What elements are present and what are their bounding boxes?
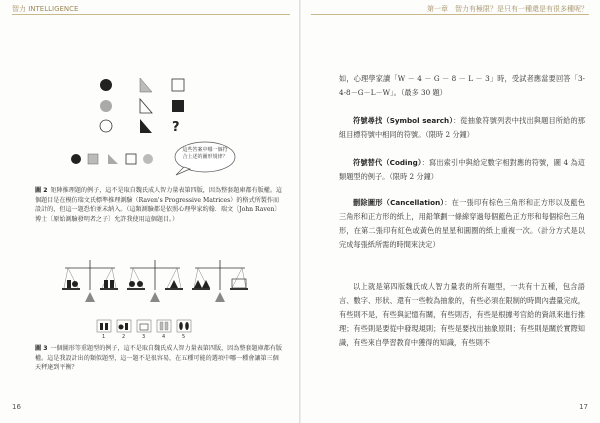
paragraph-text: 如，心理學家讀「W － 4 － G － 8 － L － 3」時，受試者應當要回答「3-4-8－G－L－W」。（最多 30 題）	[339, 74, 585, 97]
scale-3	[192, 260, 248, 302]
body-paragraph-summary	[339, 280, 585, 350]
matrix-cell-triangle-black	[140, 119, 152, 133]
matrix-question-mark: ?	[172, 120, 180, 135]
balance-option-numbers	[95, 334, 195, 342]
option-square-outline	[126, 154, 136, 164]
term-heading: 符號尋找（Symbol search）	[353, 116, 454, 125]
balance-option-2	[117, 320, 131, 332]
body-paragraph-coding	[339, 156, 585, 184]
speech-bubble-text: 這些答案中哪一個符合上述的圖形規律？	[182, 147, 228, 160]
balance-option-5	[177, 320, 191, 332]
balance-option-1	[97, 320, 111, 332]
figure-2-caption	[35, 186, 283, 224]
option-triangle-gray	[108, 154, 118, 164]
paragraph-text: ：在一張印有棕色三角形和正方形以及藍色三角形和正方形的紙上，用鉛筆劃一條線穿過每個藍色正方形和每個棕色三角形，在第二張印有紅色或黃色的星星和圓圈的紙上重複一次。（計分方式是以完成每張紙所需的時間來決定）	[339, 198, 585, 249]
balance-scales-figure	[60, 258, 250, 308]
term-heading: 刪除圖形（Cancellation）	[353, 198, 445, 207]
option-number: 4	[162, 334, 166, 340]
option-number: 2	[122, 334, 126, 340]
option-number: 5	[182, 334, 186, 340]
option-circle-black	[71, 154, 81, 164]
body-paragraph	[339, 72, 585, 100]
answer-options-row	[70, 152, 160, 166]
matrix-cell-circle-gray	[100, 100, 112, 112]
option-circle-gray	[143, 154, 153, 164]
paragraph-text: 以上就是第四版魏氏成人智力量表的所有題型，一共有十五種，包含語言、數字、形狀、還有一些較為抽象的，有些必須在限制的時間內盡量完成，有些則不是，有些與記憶有關，有些則否，有些是根據考官給的資訊來進行推理；有些則是要從中發現規則；有些是要找出抽象原則；有些則是關於實際知識，有些來自學習教育中獲得的知識，有些則不	[339, 282, 585, 347]
matrix-cell-circle-outline	[100, 120, 112, 132]
running-head-right: 第一章 智力有極限？是只有一種還是有很多種呢？	[427, 5, 588, 13]
paragraph-text: ：寫出索引中與給定數字相對應的符號，圖 4 為這類題型的例子。（限時 2 分鐘）	[339, 158, 585, 181]
right-page	[301, 0, 600, 423]
body-paragraph-cancellation	[339, 196, 585, 252]
page-number-right: 17	[579, 403, 588, 411]
matrix-cell-square-outline	[172, 79, 184, 91]
balance-option-3	[137, 320, 151, 332]
page-number-left: 16	[12, 403, 21, 411]
balance-option-4	[157, 320, 171, 332]
matrix-cell-square-black	[172, 100, 184, 112]
body-paragraph-symbol-search	[339, 114, 585, 142]
figure-3-label: 圖 3	[35, 345, 48, 352]
option-square-gray	[88, 154, 98, 164]
matrix-puzzle-figure	[92, 74, 202, 136]
scale-2	[127, 260, 183, 302]
running-head-left: 智力 INTELLIGENCE	[12, 5, 79, 13]
left-page	[0, 0, 299, 423]
balance-options-row	[95, 318, 205, 334]
term-heading: 符號替代（Coding）	[353, 158, 422, 167]
matrix-cell-triangle-outline	[140, 99, 152, 113]
matrix-cell-triangle-gray	[140, 78, 152, 92]
figure-3-caption	[35, 344, 283, 373]
figure-2-label: 圖 2	[35, 187, 48, 194]
header-rule-left	[12, 14, 290, 15]
paragraph-text: ：從抽象符號列表中找出與題目所給的那組目標符號中相同的符號。（限時 2 分鐘）	[339, 116, 585, 139]
header-rule-right	[311, 14, 589, 15]
option-number: 3	[142, 334, 146, 340]
figure-3-caption-text: 一個圖形等重題型的例子，這不是取自魏氏成人智力量表第四版，因為整套題庫都有版權。這是我設計出的類似題型，這一題不是很容易，在五種可能的選項中哪一種會讓第三個天秤達到平衡？	[35, 345, 283, 372]
option-number: 1	[102, 334, 106, 340]
matrix-cell-circle-filled	[100, 79, 112, 91]
figure-2-caption-text: 矩陣推理題的例子，這不是取自魏氏成人智力量表第四版，因為整套題庫都有版權。這個題目是在模仿瑞文氏標準推理測驗（Raven's Progressive Matrices）的格式所製作而設計的，但這一題恐怕並未納入。（這類測驗都是依照心理學家約翰．瑞文〔John Raven〕博士〔原始測驗發明者之子〕允許我使用這個題目。）	[35, 187, 283, 223]
scale-1	[62, 260, 118, 302]
